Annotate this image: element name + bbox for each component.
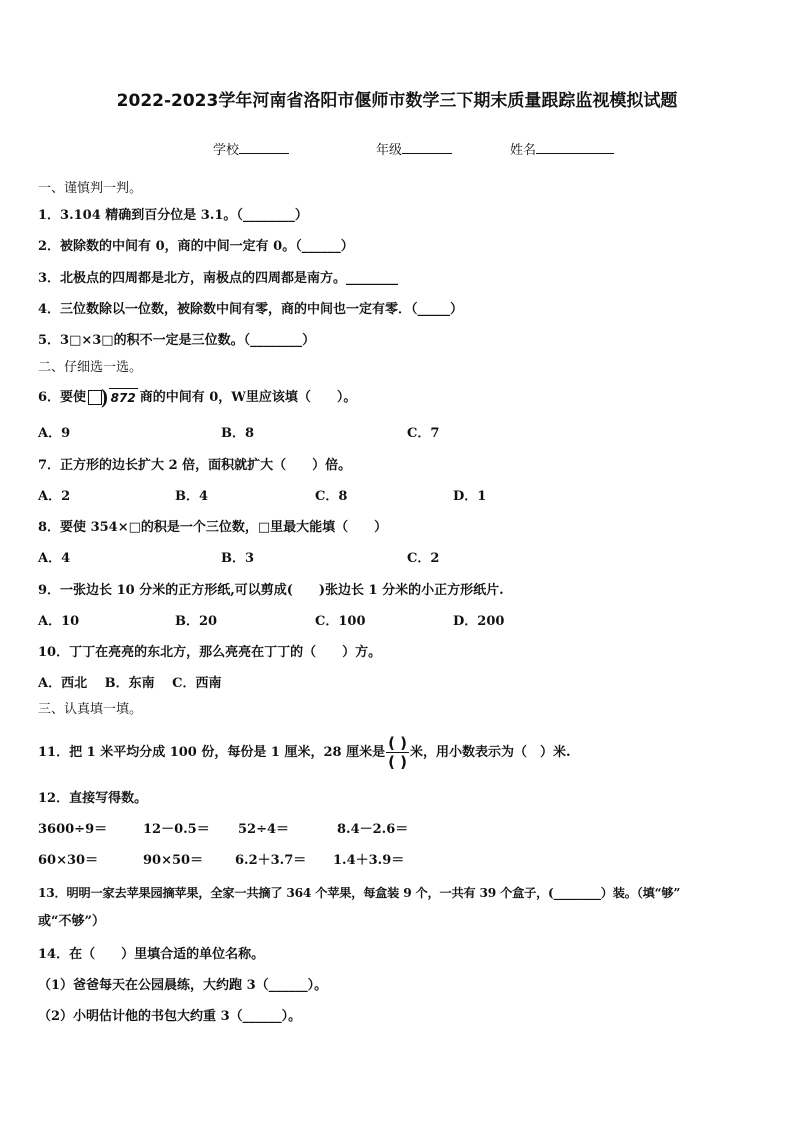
question-11 — [38, 733, 571, 773]
q9-option-d: D．200 — [453, 614, 505, 629]
question-11-pre: 11．把 1 米平均分成 100 份，每份是 1 厘米，28 厘米是 — [38, 745, 386, 760]
school-label: 学校 — [213, 143, 240, 158]
q6-option-b: B．8 — [221, 426, 255, 441]
page-title: 2022-2023学年河南省洛阳市偃师市数学三下期末质量跟踪监视模拟试题 — [116, 91, 678, 111]
school-blank[interactable] — [239, 141, 289, 154]
question-14: 14．在（ ）里填合适的单位名称。 — [38, 947, 265, 962]
q7-option-c: C．8 — [315, 489, 348, 504]
question-2: 2．被除数的中间有 0，商的中间一定有 0。（______） — [38, 239, 354, 254]
question-12: 12．直接写得数。 — [38, 791, 148, 806]
grade-field — [376, 139, 452, 158]
question-14-sub-2: （2）小明估计他的书包大约重 3（______）。 — [38, 1009, 302, 1024]
expr-1: 3600÷9＝ — [38, 822, 108, 837]
grade-blank[interactable] — [402, 141, 452, 154]
section-heading-3: 三、认真填一填。 — [38, 702, 143, 717]
name-blank[interactable] — [536, 141, 614, 154]
question-5: 5．3□×3□的积不一定是三位数。（________） — [38, 333, 316, 348]
question-13-line-2: 或“不够”） — [38, 914, 105, 929]
school-field — [213, 139, 289, 158]
q9-option-b: B．20 — [175, 614, 218, 629]
q7-option-a: A．2 — [38, 489, 71, 504]
q8-option-a: A．4 — [38, 551, 71, 566]
q7-option-b: B．4 — [175, 489, 209, 504]
question-6-pre: 6．要使 — [38, 390, 87, 405]
question-10: 10．丁丁在亮亮的东北方，那么亮亮在丁丁的（ ）方。 — [38, 645, 382, 660]
name-label: 姓名 — [510, 143, 537, 158]
long-division-symbol: ) 872 — [88, 388, 138, 407]
q7-option-d: D．1 — [453, 489, 487, 504]
expr-6: 90×50＝ — [143, 853, 204, 868]
q8-option-c: C．2 — [407, 551, 440, 566]
expr-7: 6.2＋3.7＝ — [235, 853, 307, 868]
question-7: 7．正方形的边长扩大 2 倍，面积就扩大（ ）倍。 — [38, 458, 352, 473]
question-3: 3．北极点的四周都是北方，南极点的四周都是南方。________ — [38, 271, 399, 286]
section-heading-2: 二、仔细选一选。 — [38, 360, 143, 375]
question-9: 9．一张边长 10 分米的正方形纸,可以剪成( )张边长 1 分米的小正方形纸片. — [38, 583, 504, 598]
expr-4: 8.4－2.6＝ — [337, 822, 409, 837]
question-4: 4．三位数除以一位数，被除数中间有零，商的中间也一定有零．（_____） — [38, 302, 464, 317]
grade-label: 年级 — [376, 143, 403, 158]
question-6 — [38, 384, 357, 410]
expr-2: 12－0.5＝ — [143, 822, 210, 837]
fraction-blank[interactable]: $\frac{( )}{( )}$ — [388, 734, 408, 771]
question-13-line-1: 13．明明一家去苹果园摘苹果，全家一共摘了 364 个苹果，每盒装 9 个，一共有 39 个盒子，(________）装。（填“够” — [38, 886, 681, 900]
q6-option-a: A．9 — [38, 426, 71, 441]
expr-3: 52÷4＝ — [238, 822, 290, 837]
name-field — [510, 139, 614, 158]
question-6-post: 商的中间有 0，W里应该填（ ）。 — [139, 390, 357, 405]
question-14-sub-1: （1）爸爸每天在公园晨练，大约跑 3（______）。 — [38, 978, 328, 993]
question-8: 8．要使 354×□的积是一个三位数，□里最大能填（ ） — [38, 520, 388, 535]
section-heading-1: 一、谨慎判一判。 — [38, 181, 143, 196]
question-1: 1．3.104 精确到百分位是 3.1。（________） — [38, 208, 308, 223]
q10-options: A．西北 B．东南 C．西南 — [38, 676, 222, 691]
q6-option-c: C．7 — [407, 426, 440, 441]
divisor-box — [88, 390, 102, 405]
question-11-post: 米，用小数表示为（ ）米. — [410, 745, 571, 760]
q9-option-a: A．10 — [38, 614, 80, 629]
expr-8: 1.4＋3.9＝ — [333, 853, 405, 868]
dividend: 872 — [109, 388, 138, 407]
q8-option-b: B．3 — [221, 551, 255, 566]
q9-option-c: C．100 — [315, 614, 366, 629]
expr-5: 60×30＝ — [38, 853, 99, 868]
